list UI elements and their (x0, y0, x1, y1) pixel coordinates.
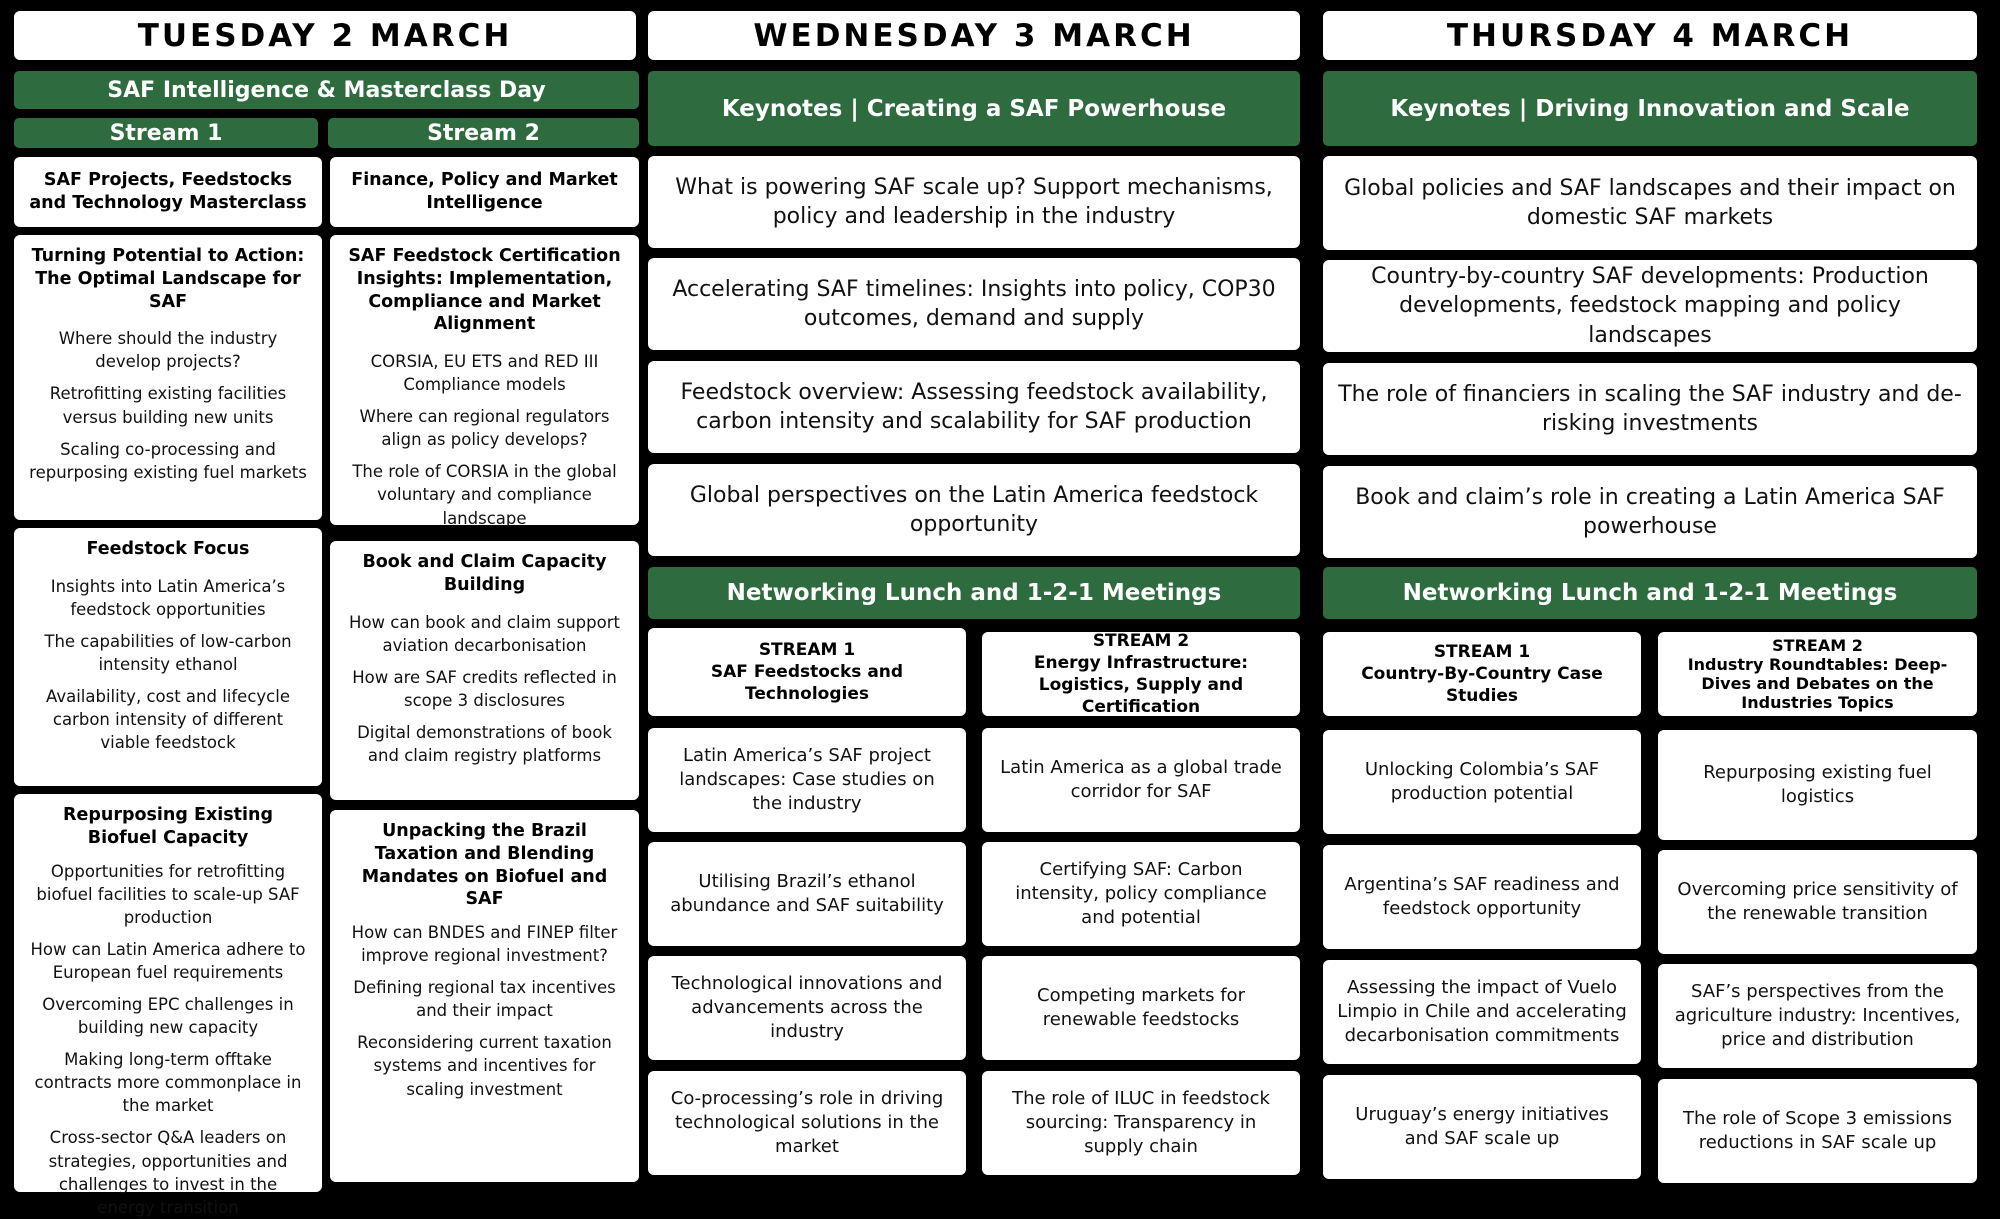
card-title: Book and Claim Capacity Building (362, 552, 607, 595)
tuesday-stream1-label: Stream 1 (14, 118, 318, 148)
wednesday-keynote-card (648, 464, 1300, 556)
session-text: The role of ILUC in feedstock sourcing: Transparency in supply chain (1012, 1088, 1270, 1157)
keynote-text: Global policies and SAF landscapes and their impact on domestic SAF markets (1344, 175, 1956, 230)
thursday-stream2-header (1658, 632, 1977, 716)
thursday-stream2-session (1658, 1079, 1977, 1183)
card-item: How can Latin America adhere to European fuel requirements (30, 939, 306, 982)
card-item: How are SAF credits reflected in scope 3 disclosures (352, 667, 617, 710)
wednesday-stream2-session (982, 1071, 1300, 1175)
session-text: SAF’s perspectives from the agriculture industry: Incentives, price and distribution (1674, 981, 1961, 1050)
session-text: Competing markets for renewable feedstocks (1037, 985, 1245, 1030)
stream-title: Industry Roundtables: Deep-Dives and Debates on the Industries Topics (1687, 654, 1948, 713)
tuesday-s2-intelligence-card (330, 157, 639, 227)
wednesday-stream1-session (648, 1071, 966, 1175)
keynote-text: Book and claim’s role in creating a Latin America SAF powerhouse (1355, 484, 1945, 539)
keynote-text: Feedstock overview: Assessing feedstock availability, carbon intensity and scalability for SAF production (680, 379, 1268, 434)
tuesday-s2-session-card (330, 810, 639, 1182)
card-item: Reconsidering current taxation systems and incentives for scaling investment (357, 1033, 612, 1099)
wednesday-lunch-banner: Networking Lunch and 1-2-1 Meetings (648, 567, 1300, 619)
session-text: Utilising Brazil’s ethanol abundance and SAF suitability (670, 871, 944, 916)
stream-title: SAF Feedstocks and Technologies (710, 661, 904, 705)
wednesday-keynote-card (648, 258, 1300, 350)
session-text: Argentina’s SAF readiness and feedstock opportunity (1344, 874, 1620, 919)
card-item: Digital demonstrations of book and claim registry platforms (357, 722, 612, 765)
tuesday-s2-session-card (330, 541, 639, 800)
wednesday-stream1-session (648, 842, 966, 946)
wednesday-stream2-session (982, 842, 1300, 946)
thursday-stream1-session (1323, 960, 1641, 1064)
wednesday-keynote-card (648, 156, 1300, 248)
thursday-keynote-card (1323, 363, 1977, 455)
tuesday-s2-session-card (330, 235, 639, 528)
wednesday-stream1-session (648, 728, 966, 832)
card-title: SAF Projects, Feedstocks and Technology Masterclass (29, 170, 307, 213)
card-item: Scaling co-processing and repurposing existing fuel markets (29, 439, 307, 482)
thursday-keynote-card (1323, 260, 1977, 352)
keynote-text: Accelerating SAF timelines: Insights into policy, COP30 outcomes, demand and supply (672, 276, 1276, 331)
card-item: The capabilities of low-carbon intensity ethanol (44, 631, 292, 675)
thursday-keynote-card (1323, 466, 1977, 558)
day-header-thursday: THURSDAY 4 MARCH (1323, 11, 1977, 60)
session-text: Co-processing’s role in driving technological solutions in the market (670, 1088, 944, 1157)
session-text: Repurposing existing fuel logistics (1703, 762, 1932, 807)
tuesday-stream2-label: Stream 2 (328, 118, 639, 148)
card-item: Insights into Latin America’s feedstock opportunities (50, 576, 286, 619)
keynote-text: What is powering SAF scale up? Support mechanisms, policy and leadership in the industry (675, 174, 1273, 229)
wednesday-stream2-header (982, 632, 1300, 716)
stream-title: Country-By-Country Case Studies (1361, 663, 1603, 707)
wednesday-stream1-session (648, 956, 966, 1060)
stream-title: Energy Infrastructure: Logistics, Supply and Certification (1033, 652, 1249, 718)
stream-label: STREAM 1 (1433, 641, 1531, 662)
session-text: The role of Scope 3 emissions reductions in SAF scale up (1683, 1108, 1952, 1153)
wednesday-keynote-banner: Keynotes | Creating a SAF Powerhouse (648, 71, 1300, 146)
card-item: Defining regional tax incentives and their impact (353, 978, 616, 1021)
thursday-stream2-session (1658, 964, 1977, 1068)
thursday-stream1-session (1323, 730, 1641, 834)
card-title: Feedstock Focus (86, 539, 250, 559)
day-header-wednesday: WEDNESDAY 3 MARCH (648, 11, 1300, 60)
day-header-tuesday: TUESDAY 2 MARCH (14, 11, 636, 60)
thursday-stream2-session (1658, 730, 1977, 840)
keynote-text: Country-by-country SAF developments: Production developments, feedstock mapping and policy landscapes (1371, 264, 1929, 348)
card-item: Overcoming EPC challenges in building new capacity (42, 994, 294, 1038)
tuesday-s1-masterclass-card (14, 157, 322, 227)
session-text: Certifying SAF: Carbon intensity, policy compliance and potential (1015, 859, 1267, 928)
session-text: Latin America as a global trade corridor for SAF (1000, 757, 1282, 802)
stream-label: STREAM 1 (758, 639, 856, 660)
card-item: Cross-sector Q&A leaders on strategies, opportunities and challenges to invest in the energy transition (48, 1128, 288, 1217)
thursday-stream1-session (1323, 845, 1641, 949)
card-title: Turning Potential to Action: The Optimal Landscape for SAF (31, 246, 305, 312)
tuesday-banner: SAF Intelligence & Masterclass Day (14, 71, 639, 109)
card-item: Where should the industry develop projects? (58, 329, 278, 372)
thursday-stream2-session (1658, 850, 1977, 954)
thursday-stream1-header (1323, 632, 1641, 716)
card-title: Repurposing Existing Biofuel Capacity (62, 805, 273, 848)
thursday-keynote-banner: Keynotes | Driving Innovation and Scale (1323, 71, 1977, 146)
card-title: Unpacking the Brazil Taxation and Blending Mandates on Biofuel and SAF (361, 821, 608, 910)
card-title: SAF Feedstock Certification Insights: Implementation, Compliance and Market Alignment (348, 246, 621, 335)
wednesday-stream2-session (982, 956, 1300, 1060)
session-text: Technological innovations and advancements across the industry (671, 973, 943, 1042)
session-text: Assessing the impact of Vuelo Limpio in Chile and accelerating decarbonisation commitments (1337, 977, 1627, 1046)
session-text: Overcoming price sensitivity of the renewable transition (1677, 879, 1958, 924)
wednesday-keynote-card (648, 361, 1300, 453)
tuesday-s1-session-card (14, 528, 322, 786)
card-item: Availability, cost and lifecycle carbon intensity of different viable feedstock (46, 687, 290, 753)
thursday-stream1-session (1323, 1075, 1641, 1179)
thursday-lunch-banner: Networking Lunch and 1-2-1 Meetings (1323, 567, 1977, 619)
wednesday-stream2-session (982, 728, 1300, 832)
stream-label: STREAM 2 (1092, 630, 1190, 651)
tuesday-s1-session-card (14, 794, 322, 1217)
session-text: Uruguay’s energy initiatives and SAF scale up (1355, 1104, 1609, 1149)
card-item: Making long-term offtake contracts more commonplace in the market (34, 1050, 302, 1116)
keynote-text: Global perspectives on the Latin America feedstock opportunity (689, 482, 1259, 537)
card-item: Retrofitting existing facilities versus building new units (49, 384, 287, 427)
stream-label: STREAM 2 (1772, 635, 1863, 655)
session-text: Unlocking Colombia’s SAF production potential (1364, 759, 1600, 804)
session-text: Latin America’s SAF project landscapes: Case studies on the industry (679, 745, 935, 814)
thursday-keynote-card (1323, 156, 1977, 250)
card-item: The role of CORSIA in the global voluntary and compliance landscape (352, 462, 617, 528)
tuesday-s1-session-card (14, 235, 322, 520)
card-item: CORSIA, EU ETS and RED III Compliance models (370, 352, 599, 395)
wednesday-stream1-header (648, 628, 966, 716)
card-item: How can BNDES and FINEP filter improve regional investment? (351, 923, 618, 966)
keynote-text: The role of financiers in scaling the SAF industry and de-risking investments (1338, 381, 1962, 436)
card-item: Opportunities for retrofitting biofuel facilities to scale-up SAF production (36, 861, 300, 927)
card-item: How can book and claim support aviation decarbonisation (349, 612, 620, 655)
card-item: Where can regional regulators align as policy develops? (359, 407, 610, 450)
card-title: Finance, Policy and Market Intelligence (351, 170, 618, 213)
